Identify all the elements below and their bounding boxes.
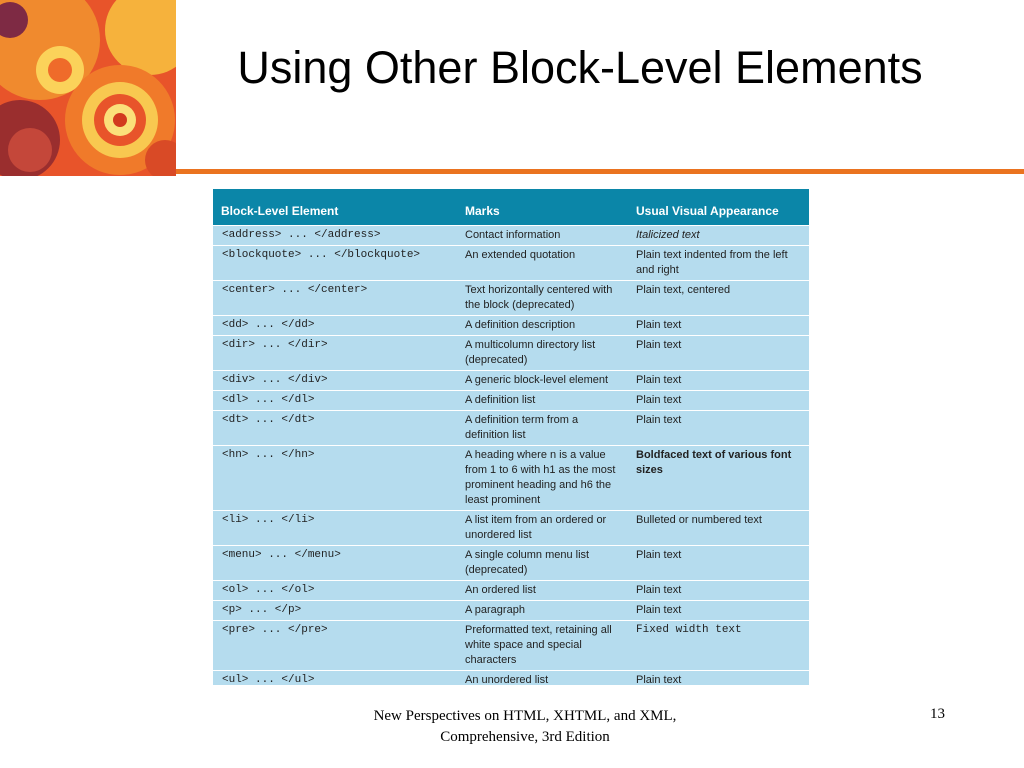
header-visual-appearance: Usual Visual Appearance bbox=[628, 189, 809, 225]
appearance-cell: Plain text bbox=[628, 335, 809, 370]
table-row bbox=[213, 600, 809, 620]
marks-cell: An ordered list bbox=[457, 580, 628, 600]
appearance-cell: Plain text bbox=[628, 315, 809, 335]
element-cell: <div> ... </div> bbox=[213, 370, 457, 390]
appearance-cell: Bulleted or numbered text bbox=[628, 510, 809, 545]
marks-cell: An unordered list bbox=[457, 670, 628, 685]
table-row bbox=[213, 315, 809, 335]
appearance-cell: Plain text bbox=[628, 370, 809, 390]
table-row bbox=[213, 670, 809, 685]
element-cell: <blockquote> ... </blockquote> bbox=[213, 245, 457, 280]
flower-kaleidoscope-image bbox=[0, 0, 176, 176]
block-elements-table bbox=[213, 189, 809, 685]
page-number: 13 bbox=[930, 706, 945, 722]
header-block-level-element: Block-Level Element bbox=[213, 189, 457, 225]
element-cell: <li> ... </li> bbox=[213, 510, 457, 545]
table-row bbox=[213, 390, 809, 410]
marks-cell: A definition description bbox=[457, 315, 628, 335]
appearance-cell: Plain text, centered bbox=[628, 280, 809, 315]
marks-cell: Text horizontally centered with the block (deprecated) bbox=[457, 280, 628, 315]
element-cell: <dir> ... </dir> bbox=[213, 335, 457, 370]
marks-cell: A heading where n is a value from 1 to 6 with h1 as the most prominent heading and h6 the least prominent bbox=[457, 445, 628, 510]
element-cell: <dl> ... </dl> bbox=[213, 390, 457, 410]
table-row bbox=[213, 245, 809, 280]
marks-cell: An extended quotation bbox=[457, 245, 628, 280]
marks-cell: A paragraph bbox=[457, 600, 628, 620]
element-cell: <address> ... </address> bbox=[213, 225, 457, 245]
table-row bbox=[213, 620, 809, 670]
appearance-cell: Plain text bbox=[628, 410, 809, 445]
table-row bbox=[213, 225, 809, 245]
header-marks: Marks bbox=[457, 189, 628, 225]
marks-cell: A single column menu list (deprecated) bbox=[457, 545, 628, 580]
element-cell: <p> ... </p> bbox=[213, 600, 457, 620]
element-cell: <ol> ... </ol> bbox=[213, 580, 457, 600]
table-row bbox=[213, 510, 809, 545]
element-cell: <dt> ... </dt> bbox=[213, 410, 457, 445]
element-cell: <ul> ... </ul> bbox=[213, 670, 457, 685]
marks-cell: A definition list bbox=[457, 390, 628, 410]
element-cell: <menu> ... </menu> bbox=[213, 545, 457, 580]
slide-title: Using Other Block-Level Elements bbox=[237, 42, 923, 93]
marks-cell: Preformatted text, retaining all white space and special characters bbox=[457, 620, 628, 670]
marks-cell: A multicolumn directory list (deprecated) bbox=[457, 335, 628, 370]
element-cell: <center> ... </center> bbox=[213, 280, 457, 315]
element-cell: <pre> ... </pre> bbox=[213, 620, 457, 670]
marks-cell: A generic block-level element bbox=[457, 370, 628, 390]
title-divider bbox=[176, 169, 1024, 174]
table-row bbox=[213, 410, 809, 445]
appearance-cell: Plain text indented from the left and right bbox=[628, 245, 809, 280]
appearance-cell: Plain text bbox=[628, 600, 809, 620]
table-header-row bbox=[213, 189, 809, 225]
appearance-cell: Plain text bbox=[628, 545, 809, 580]
appearance-cell: Boldfaced text of various font sizes bbox=[628, 445, 809, 510]
appearance-cell: Italicized text bbox=[628, 225, 809, 245]
marks-cell: A list item from an ordered or unordered list bbox=[457, 510, 628, 545]
table-row bbox=[213, 580, 809, 600]
appearance-cell: Plain text bbox=[628, 390, 809, 410]
element-cell: <hn> ... </hn> bbox=[213, 445, 457, 510]
footer-citation: New Perspectives on HTML, XHTML, and XML, Comprehensive, 3rd Edition bbox=[373, 708, 677, 745]
marks-cell: Contact information bbox=[457, 225, 628, 245]
table-body bbox=[213, 225, 809, 685]
appearance-cell: Fixed width text bbox=[628, 620, 809, 670]
element-cell: <dd> ... </dd> bbox=[213, 315, 457, 335]
table-row bbox=[213, 335, 809, 370]
marks-cell: A definition term from a definition list bbox=[457, 410, 628, 445]
table-row bbox=[213, 545, 809, 580]
table-row bbox=[213, 280, 809, 315]
table-row bbox=[213, 370, 809, 390]
appearance-cell: Plain text bbox=[628, 670, 809, 685]
appearance-cell: Plain text bbox=[628, 580, 809, 600]
table-row bbox=[213, 445, 809, 510]
